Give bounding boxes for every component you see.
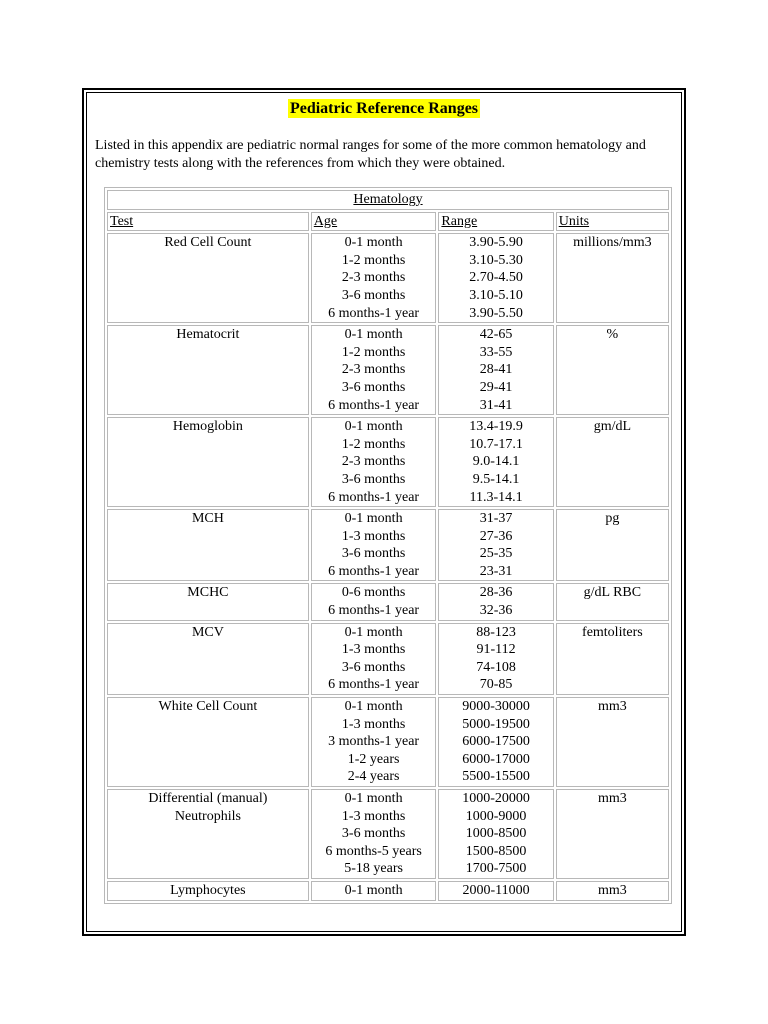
range-cell-line: 13.4-19.9	[469, 419, 523, 435]
range-cell-line: 1000-20000	[462, 791, 530, 806]
table-row	[107, 697, 669, 787]
test-name-cell	[107, 417, 309, 507]
table-row	[107, 417, 669, 507]
header-range: Range	[438, 212, 553, 232]
range-cell-line: 2000-11000	[462, 882, 530, 898]
test-name-cell-line: Hematocrit	[176, 327, 240, 343]
header-age: Age	[311, 212, 437, 232]
test-name-cell	[107, 583, 309, 620]
age-cell-line: 6 months-5 years	[325, 843, 422, 859]
table-caption-row	[107, 190, 669, 210]
range-cell	[438, 583, 553, 620]
age-cell-line: 6 months-1 year	[328, 563, 420, 579]
header-units: Units	[556, 212, 669, 232]
age-cell-line: 2-4 years	[347, 769, 400, 785]
age-cell-line: 0-1 month	[344, 511, 403, 527]
range-cell-line: 6000-17500	[462, 734, 530, 750]
range-cell-line: 2.70-4.50	[469, 270, 523, 286]
age-cell-line: 1-3 months	[341, 528, 406, 544]
age-cell-line: 3-6 months	[341, 379, 406, 395]
test-name-cell-line: MCV	[191, 624, 224, 640]
age-cell-line: 0-6 months	[341, 585, 406, 601]
units-cell: mm3	[556, 881, 669, 901]
range-cell-line: 1500-8500	[465, 843, 527, 859]
range-cell	[438, 509, 553, 581]
range-cell-line: 10.7-17.1	[469, 436, 523, 452]
age-cell-line: 3 months-1 year	[328, 734, 420, 750]
range-cell-line: 3.90-5.50	[469, 305, 523, 321]
test-name-cell-line: Differential (manual)	[148, 791, 268, 806]
age-cell-line: 3-6 months	[341, 471, 406, 487]
age-cell-line: 5-18 years	[344, 861, 403, 877]
age-cell-line: 0-1 month	[344, 882, 403, 898]
age-cell	[311, 623, 437, 695]
header-test: Test	[107, 212, 309, 232]
range-cell-line: 1000-9000	[465, 808, 527, 824]
age-cell-line: 6 months-1 year	[328, 603, 420, 619]
range-cell-line: 27-36	[479, 528, 513, 544]
test-name-cell-line: White Cell Count	[158, 699, 258, 715]
range-cell-line: 28-41	[479, 362, 513, 378]
range-cell	[438, 233, 553, 323]
age-cell-line: 3-6 months	[341, 287, 406, 303]
range-cell-line: 29-41	[479, 379, 513, 395]
intro-paragraph: Listed in this appendix are pediatric normal ranges for some of the more common hematology and chemistry tests along with the references from which they were obtained.	[95, 138, 646, 171]
range-cell-line: 3.90-5.90	[469, 235, 523, 251]
range-cell-line: 3.10-5.10	[469, 287, 523, 303]
test-name-cell	[107, 623, 309, 695]
range-cell	[438, 325, 553, 415]
test-name-cell	[107, 789, 309, 879]
age-cell	[311, 697, 437, 787]
age-cell-line: 1-2 years	[347, 751, 400, 767]
range-cell-line: 6000-17000	[462, 751, 530, 767]
range-cell-line: 5000-19500	[462, 716, 530, 732]
range-cell-line: 25-35	[479, 546, 513, 562]
test-name-cell	[107, 509, 309, 581]
table-row	[107, 325, 669, 415]
range-cell	[438, 697, 553, 787]
range-cell-line: 28-36	[479, 585, 513, 601]
age-cell-line: 0-1 month	[344, 235, 403, 251]
test-name-cell	[107, 697, 309, 787]
units-cell: g/dL RBC	[556, 583, 669, 620]
range-cell	[438, 623, 553, 695]
table-header-row	[107, 212, 669, 232]
test-name-cell	[107, 325, 309, 415]
age-cell	[311, 509, 437, 581]
range-cell-line: 74-108	[476, 659, 516, 675]
age-cell-line: 0-1 month	[344, 699, 403, 715]
age-cell	[311, 583, 437, 620]
title-container	[87, 99, 681, 118]
age-cell-line: 3-6 months	[341, 659, 406, 675]
age-cell-line: 6 months-1 year	[328, 489, 420, 505]
range-cell-line: 9.5-14.1	[472, 471, 520, 487]
table-row	[107, 583, 669, 620]
test-name-cell-line: Neutrophils	[174, 808, 241, 824]
age-cell-line: 2-3 months	[341, 270, 406, 286]
table-body	[107, 233, 669, 900]
age-cell-line: 2-3 months	[341, 362, 406, 378]
test-name-cell-line: MCHC	[187, 585, 229, 601]
age-cell-line: 0-1 month	[344, 624, 403, 640]
page-title: Pediatric Reference Ranges	[289, 100, 479, 117]
age-cell	[311, 881, 437, 901]
range-cell-line: 5500-15500	[462, 769, 530, 785]
table-row	[107, 881, 669, 901]
units-cell: millions/mm3	[556, 233, 669, 323]
table-caption: Hematology	[107, 190, 669, 210]
range-cell-line: 31-41	[479, 397, 513, 413]
age-cell-line: 0-1 month	[344, 791, 403, 806]
table-row	[107, 623, 669, 695]
age-cell	[311, 325, 437, 415]
units-cell: gm/dL	[556, 417, 669, 507]
test-name-cell	[107, 233, 309, 323]
age-cell-line: 3-6 months	[341, 546, 406, 562]
table-row	[107, 233, 669, 323]
range-cell	[438, 789, 553, 879]
range-cell	[438, 881, 553, 901]
age-cell	[311, 417, 437, 507]
range-cell-line: 23-31	[479, 563, 513, 579]
units-cell: mm3	[556, 697, 669, 787]
test-name-cell-line: Hemoglobin	[172, 419, 243, 435]
test-name-cell-line: Red Cell Count	[164, 235, 252, 251]
units-cell: femtoliters	[556, 623, 669, 695]
units-cell: mm3	[556, 789, 669, 879]
age-cell-line: 2-3 months	[341, 454, 406, 470]
units-cell: pg	[556, 509, 669, 581]
test-name-cell	[107, 881, 309, 901]
table-row	[107, 509, 669, 581]
test-name-cell-line: MCH	[191, 511, 224, 527]
range-cell-line: 31-37	[479, 511, 513, 527]
range-cell-line: 1000-8500	[465, 826, 527, 842]
range-cell-line: 70-85	[479, 677, 513, 693]
document-frame	[82, 88, 686, 936]
units-cell: %	[556, 325, 669, 415]
range-cell-line: 42-65	[479, 327, 513, 343]
age-cell-line: 1-3 months	[341, 716, 406, 732]
age-cell-line: 6 months-1 year	[328, 305, 420, 321]
age-cell-line: 1-3 months	[341, 808, 406, 824]
range-cell-line: 1700-7500	[465, 861, 527, 877]
age-cell-line: 1-3 months	[341, 642, 406, 658]
document-frame-inner	[86, 92, 682, 932]
range-cell	[438, 417, 553, 507]
age-cell-line: 6 months-1 year	[328, 677, 420, 693]
test-name-cell-line: Lymphocytes	[170, 882, 246, 898]
age-cell-line: 1-2 months	[341, 436, 406, 452]
range-cell-line: 9000-30000	[462, 699, 530, 715]
age-cell-line: 1-2 months	[341, 252, 406, 268]
range-cell-line: 11.3-14.1	[469, 489, 523, 505]
age-cell-line: 3-6 months	[341, 826, 406, 842]
range-cell-line: 91-112	[476, 642, 516, 658]
age-cell-line: 0-1 month	[344, 327, 403, 343]
range-cell-line: 33-55	[479, 344, 513, 360]
age-cell-line: 0-1 month	[344, 419, 403, 435]
table-row	[107, 789, 669, 879]
range-cell-line: 3.10-5.30	[469, 252, 523, 268]
age-cell	[311, 233, 437, 323]
range-cell-line: 32-36	[479, 603, 513, 619]
age-cell-line: 6 months-1 year	[328, 397, 420, 413]
age-cell-line: 1-2 months	[341, 344, 406, 360]
range-cell-line: 88-123	[476, 624, 516, 640]
range-cell-line: 9.0-14.1	[472, 454, 520, 470]
hematology-table	[104, 187, 672, 904]
age-cell	[311, 789, 437, 879]
